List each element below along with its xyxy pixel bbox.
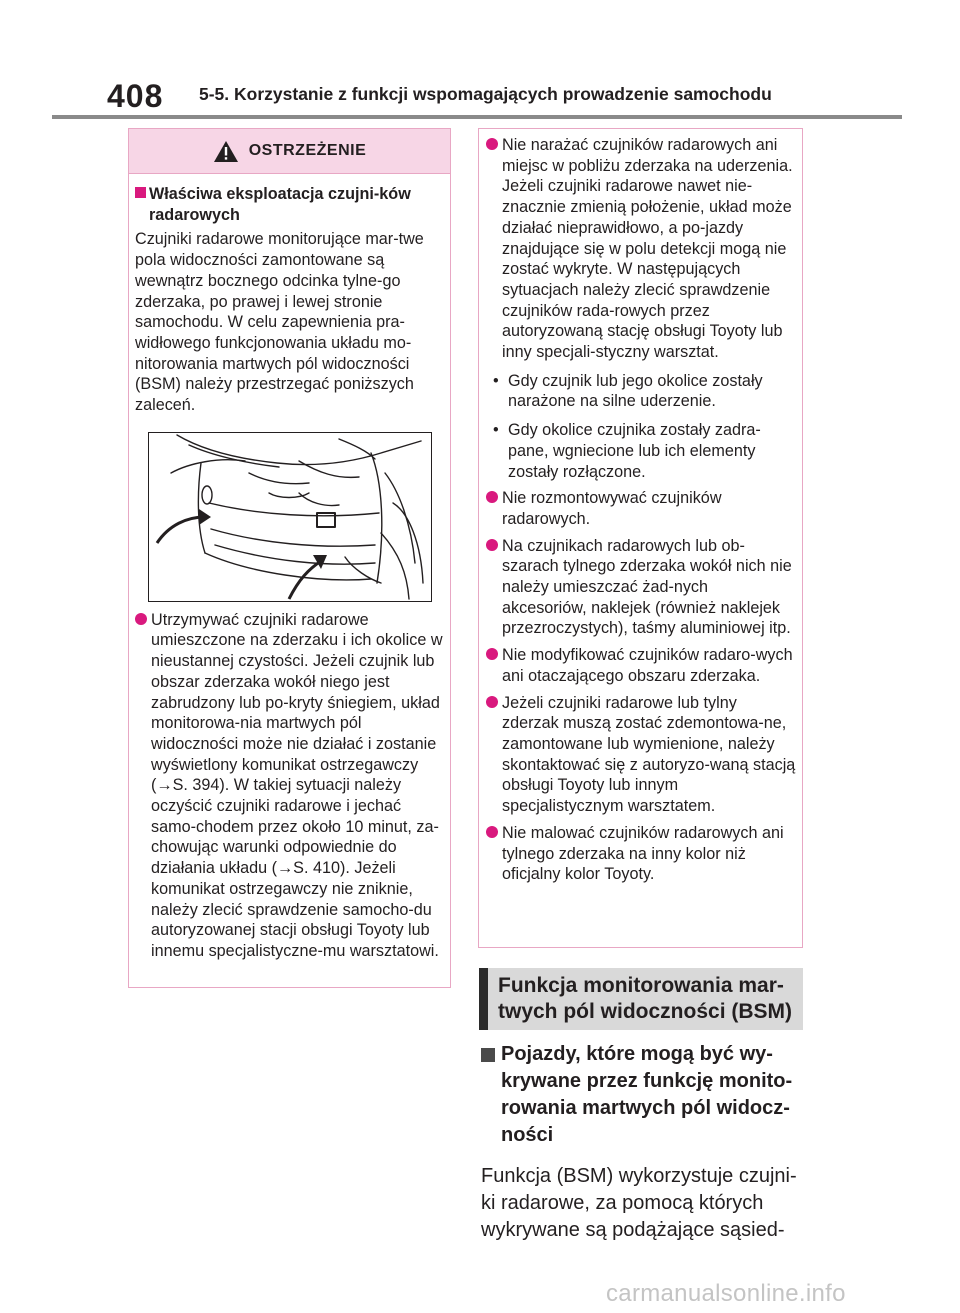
warning-body bbox=[129, 174, 450, 962]
bsm-heading-text: Pojazdy, które mogą być wy-krywane przez funkcję monito-rowania martwych pól widocz-ności bbox=[501, 1043, 793, 1146]
right-item-3: Na czujnikach radarowych lub ob-szarach tylnego zderzaka wokół nich nie należy umieszczać żad-nych akcesoriów, naklejek (również naklejek przezroczystych), taśmy aluminiowej itp. bbox=[502, 536, 792, 638]
list-item bbox=[135, 610, 444, 962]
bsm-heading bbox=[481, 1041, 803, 1149]
list-item bbox=[486, 135, 796, 363]
warning-item-1: Utrzymywać czujniki radarowe umieszczone na zderzaku i ich okolice w nieustannej czystości. Jeżeli czujnik lub obszar zderzaka wokół niego jest zabrudzony lub po-kryty śniegiem, układ monitorowa-nia martwych pól widoczności może nie działać i zostanie wyświetlony komunikat ostrzegawczy (→S. 394). W takiej sytuacji należy oczyścić czujniki radarowe i jechać samo-chodem przez około 10 minut, za-chowując warunki odpowiednie do działania układu (→S. 410). Jeżeli komunikat ostrzegawczy nie zniknie, należy zlecić sprawdzenie samocho-du autoryzowanej stacji obsługi Toyoty lub innemu specjalistyczne-mu warsztatowi. bbox=[151, 610, 443, 960]
bullet-marker: • bbox=[493, 371, 499, 390]
warning-heading bbox=[135, 184, 444, 225]
list-item bbox=[486, 645, 796, 686]
bsm-paragraph: Funkcja (BSM) wykorzystuje czujni-ki radarowe, za pomocą których wykrywane są podążające sąsied- bbox=[481, 1165, 797, 1241]
square-bullet-icon bbox=[135, 187, 146, 198]
warning-triangle-icon bbox=[213, 140, 239, 163]
subsection-title: Funkcja monitorowania mar-twych pól widoczności (BSM) bbox=[479, 968, 803, 1030]
right-item-5: Jeżeli czujniki radarowe lub tylny zderzak muszą zostać zdemontowa-ne, zamontowane lub wymienione, należy skontaktować się z autoryzo-waną stacją obsługi Toyoty lub innym specjalistycznym warsztatem. bbox=[502, 693, 796, 816]
warning-continuation-box bbox=[478, 128, 803, 948]
right-bullet-1: Gdy czujnik lub jego okolice zostały narażone na silne uderzenie. bbox=[508, 371, 763, 411]
right-item-4: Nie modyfikować czujników radaro-wych ani otaczającego obszaru zderzaka. bbox=[502, 646, 793, 685]
round-bullet-icon bbox=[486, 648, 498, 660]
list-item bbox=[486, 371, 796, 412]
list-item bbox=[486, 420, 796, 482]
arrow-icon bbox=[157, 509, 211, 543]
warning-box bbox=[128, 128, 451, 988]
warning-heading-text: Właściwa eksploatacja czujni-ków radarowych bbox=[149, 185, 411, 224]
list-item bbox=[486, 536, 796, 640]
warning-header bbox=[129, 129, 450, 174]
square-bullet-icon bbox=[481, 1048, 495, 1062]
warning-title: OSTRZEŻENIE bbox=[248, 142, 367, 159]
section-title: 5-5. Korzystanie z funkcji wspomagających prowadzenie samochodu bbox=[199, 84, 772, 104]
rear-bumper-illustration bbox=[148, 432, 432, 602]
round-bullet-icon bbox=[486, 539, 498, 551]
round-bullet-icon bbox=[486, 491, 498, 503]
bullet-marker: • bbox=[493, 421, 499, 440]
right-item-1: Nie narażać czujników radarowych ani miejsc w pobliżu zderzaka na uderzenia. Jeżeli czujniki radarowe nawet nie-znacznie zmienią położenie, układ może działać nieprawidłowo, a po-jazdy znajdujące się w polu detekcji mogą nie zostać wykryte. W następujących sytuacjach należy zlecić sprawdzenie czujników rada-rowych przez autoryzowaną stację obsługi Toyoty lub inny specjali-styczny warsztat. bbox=[502, 136, 793, 362]
page-number: 408 bbox=[107, 78, 164, 114]
watermark: carmanualsonline.info bbox=[606, 1280, 846, 1307]
list-item bbox=[486, 693, 796, 817]
round-bullet-icon bbox=[486, 826, 498, 838]
list-item bbox=[486, 488, 796, 529]
round-bullet-icon bbox=[135, 613, 147, 625]
header-rule bbox=[52, 115, 902, 119]
list-item bbox=[486, 823, 796, 885]
right-bullet-2: Gdy okolice czujnika zostały zadra-pane, wgniecione lub ich elementy zostały rozłączone. bbox=[508, 421, 761, 481]
right-item-2: Nie rozmontowywać czujników radarowych. bbox=[502, 489, 722, 528]
round-bullet-icon bbox=[486, 696, 498, 708]
round-bullet-icon bbox=[486, 138, 498, 150]
right-item-6: Nie malować czujników radarowych ani tylnego zderzaka na inny kolor niż oficjalny kolor Toyoty. bbox=[502, 823, 784, 884]
warning-intro: Czujniki radarowe monitorujące mar-twe pola widoczności zamontowane są wewnątrz bocznego odcinka tylne-go zderzaka, po prawej i lewej stronie samochodu. W celu zapewnienia pra-widłowego funkcjonowania układu mo-nitorowania martwych pól widoczności (BSM) należy przestrzegać poniższych zaleceń. bbox=[135, 230, 424, 415]
